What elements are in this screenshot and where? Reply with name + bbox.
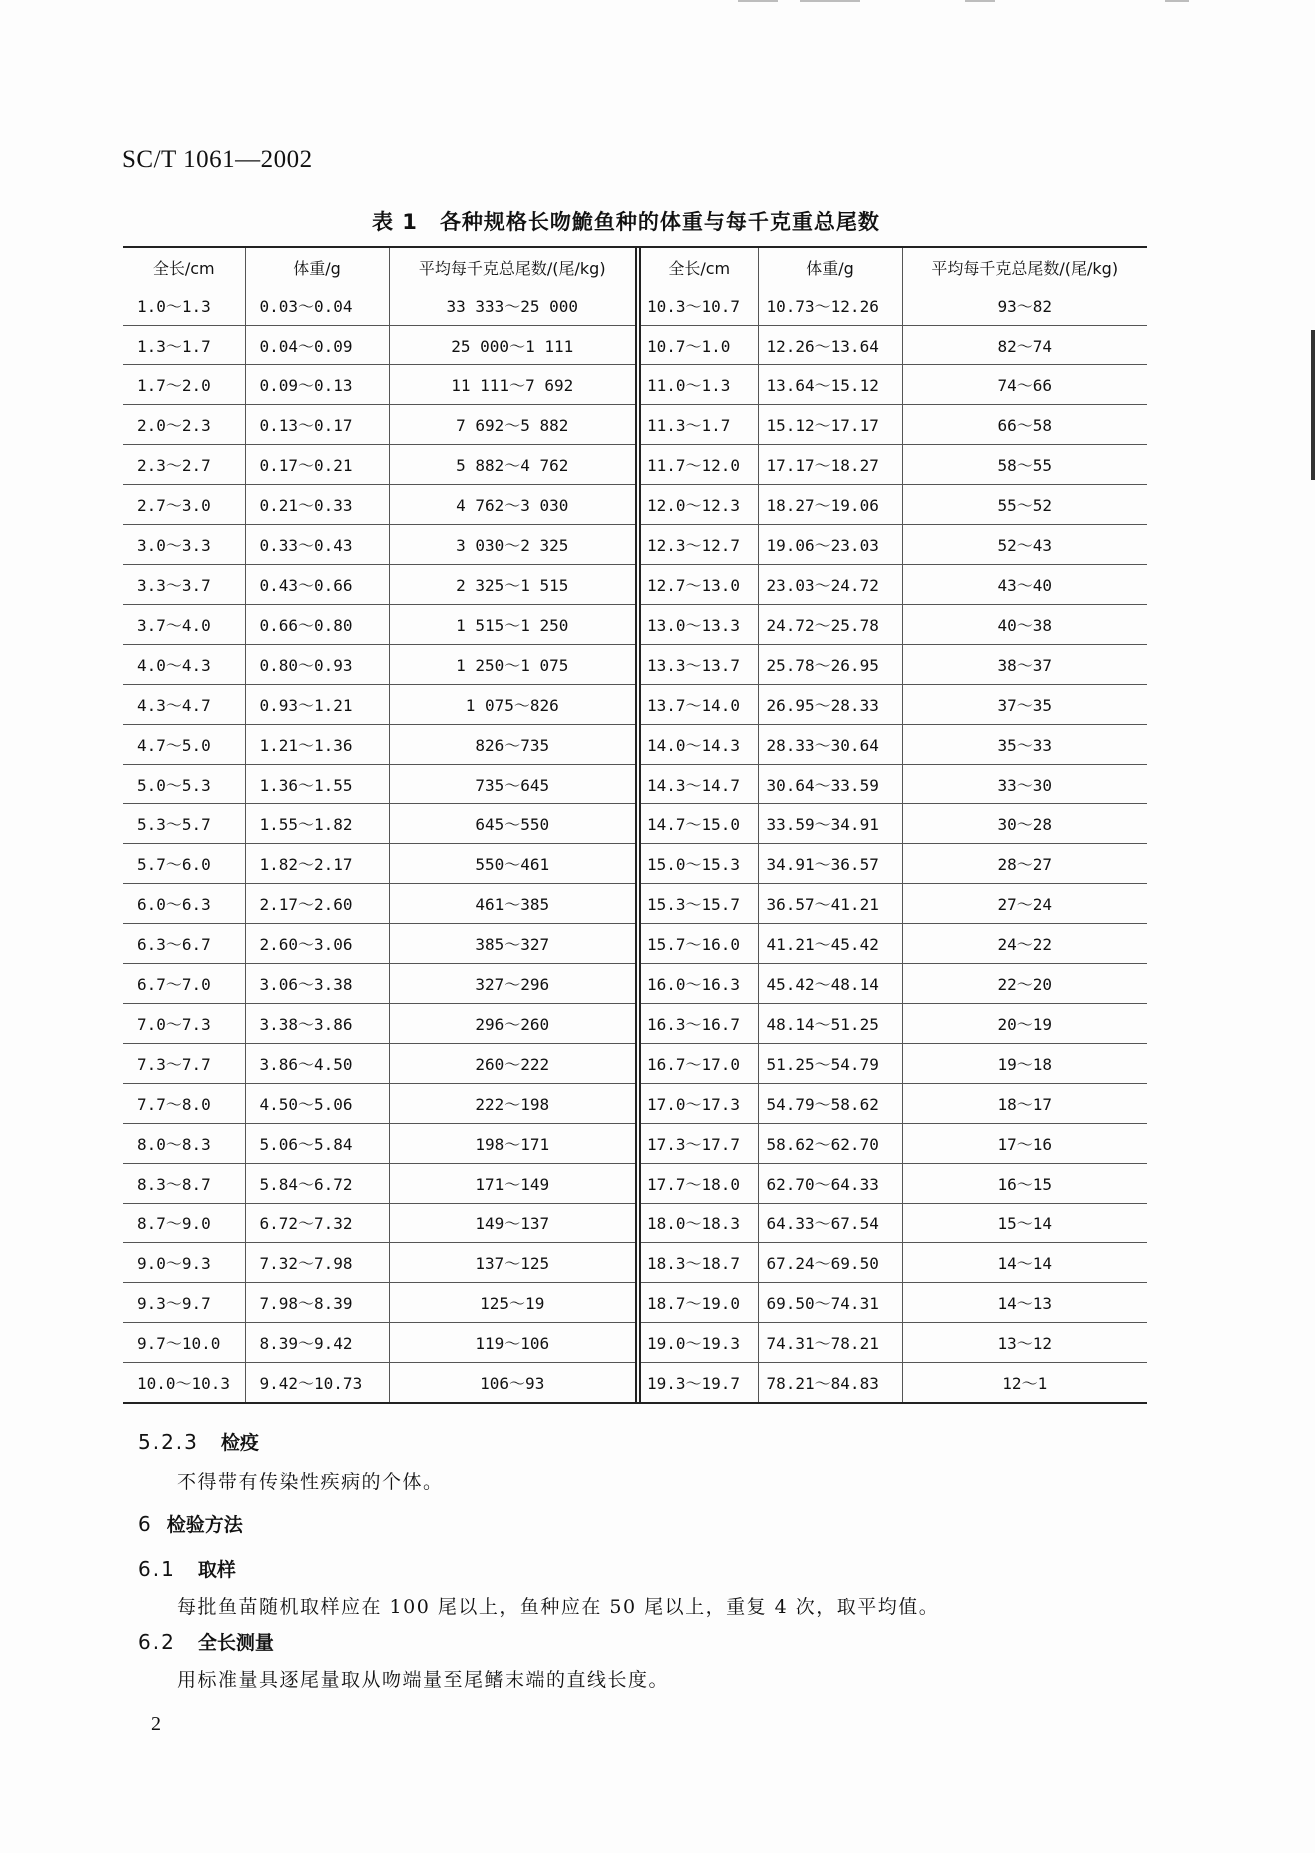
cell-length: 11.3～1.7 [640,405,758,445]
cell-weight: 4.50～5.06 [245,1083,389,1123]
table-row [640,1123,1147,1163]
table-row [640,1003,1147,1043]
cell-length: 3.7～4.0 [123,604,245,644]
table-row [123,485,636,525]
scan-mark [738,0,778,2]
table-row [123,844,636,884]
cell-weight: 74.31～78.21 [758,1323,902,1363]
table-row [640,565,1147,605]
cell-length: 5.7～6.0 [123,844,245,884]
table-row [123,724,636,764]
cell-weight: 7.98～8.39 [245,1283,389,1323]
section-5-2-3-heading [138,1428,259,1455]
cell-length: 10.7～1.0 [640,325,758,365]
cell-count: 149～137 [389,1203,636,1243]
table-row [123,884,636,924]
table-row [123,924,636,964]
scan-mark [1311,330,1315,480]
table-row [640,1243,1147,1283]
table-row [123,565,636,605]
table-header-row [640,248,1147,286]
cell-count: 18～17 [902,1083,1147,1123]
cell-length: 7.0～7.3 [123,1003,245,1043]
table-row [640,1363,1147,1402]
col-header-weight: 体重/g [245,248,389,286]
cell-length: 17.7～18.0 [640,1163,758,1203]
data-table-left [123,248,637,1402]
section-6-2-body: 用标准量具逐尾量取从吻端量至尾鳍末端的直线长度。 [177,1669,670,1691]
cell-count: 106～93 [389,1363,636,1402]
cell-weight: 25.78～26.95 [758,644,902,684]
cell-length: 16.3～16.7 [640,1003,758,1043]
cell-count: 1 250～1 075 [389,644,636,684]
cell-length: 7.3～7.7 [123,1043,245,1083]
cell-length: 13.0～13.3 [640,604,758,644]
cell-count: 27～24 [902,884,1147,924]
table-row [640,844,1147,884]
cell-length: 15.0～15.3 [640,844,758,884]
cell-length: 17.3～17.7 [640,1123,758,1163]
table-row [640,525,1147,565]
section-title: 检疫 [220,1432,259,1454]
cell-weight: 3.38～3.86 [245,1003,389,1043]
cell-weight: 54.79～58.62 [758,1083,902,1123]
table-row [640,485,1147,525]
cell-weight: 24.72～25.78 [758,604,902,644]
table-row [640,1163,1147,1203]
cell-length: 1.7～2.0 [123,365,245,405]
cell-count: 20～19 [902,1003,1147,1043]
cell-length: 2.3～2.7 [123,445,245,485]
cell-length: 2.7～3.0 [123,485,245,525]
cell-weight: 78.21～84.83 [758,1363,902,1402]
cell-count: 33 333～25 000 [389,286,636,325]
cell-count: 58～55 [902,445,1147,485]
table-row [640,1323,1147,1363]
cell-weight: 3.86～4.50 [245,1043,389,1083]
cell-weight: 12.26～13.64 [758,325,902,365]
cell-weight: 2.17～2.60 [245,884,389,924]
cell-count: 82～74 [902,325,1147,365]
cell-length: 10.3～10.7 [640,286,758,325]
cell-count: 74～66 [902,365,1147,405]
cell-count: 5 882～4 762 [389,445,636,485]
cell-length: 12.3～12.7 [640,525,758,565]
section-title: 检验方法 [166,1514,243,1536]
cell-count: 24～22 [902,924,1147,964]
cell-count: 550～461 [389,844,636,884]
table-row [123,1243,636,1283]
cell-weight: 33.59～34.91 [758,804,902,844]
cell-length: 7.7～8.0 [123,1083,245,1123]
cell-count: 2 325～1 515 [389,565,636,605]
table-title [372,206,880,236]
table-row [123,1123,636,1163]
cell-length: 4.7～5.0 [123,724,245,764]
cell-weight: 17.17～18.27 [758,445,902,485]
cell-length: 6.7～7.0 [123,964,245,1004]
col-header-count: 平均每千克总尾数/(尾/kg) [389,248,636,286]
table-row [123,445,636,485]
section-6-heading [138,1510,243,1537]
cell-count: 4 762～3 030 [389,485,636,525]
section-number: 6.2 [138,1630,176,1654]
cell-weight: 10.73～12.26 [758,286,902,325]
section-title: 取样 [197,1559,236,1581]
table-row [640,286,1147,325]
section-5-2-3-body: 不得带有传染性疾病的个体。 [177,1471,444,1493]
cell-count: 1 075～826 [389,684,636,724]
cell-weight: 0.21～0.33 [245,485,389,525]
cell-length: 18.7～19.0 [640,1283,758,1323]
cell-count: 137～125 [389,1243,636,1283]
cell-length: 8.7～9.0 [123,1203,245,1243]
cell-weight: 19.06～23.03 [758,525,902,565]
col-header-length: 全长/cm [123,248,245,286]
cell-weight: 69.50～74.31 [758,1283,902,1323]
cell-weight: 58.62～62.70 [758,1123,902,1163]
cell-weight: 1.55～1.82 [245,804,389,844]
standard-code: SC/T 1061—2002 [122,146,313,173]
cell-weight: 7.32～7.98 [245,1243,389,1283]
table-row [123,365,636,405]
table-title-label: 表 1 [372,210,418,234]
section-number: 5.2.3 [138,1430,199,1454]
table-row [640,924,1147,964]
cell-weight: 30.64～33.59 [758,764,902,804]
cell-weight: 3.06～3.38 [245,964,389,1004]
cell-count: 17～16 [902,1123,1147,1163]
cell-length: 5.0～5.3 [123,764,245,804]
table-row [640,1283,1147,1323]
cell-weight: 1.82～2.17 [245,844,389,884]
cell-count: 15～14 [902,1203,1147,1243]
cell-weight: 1.36～1.55 [245,764,389,804]
cell-weight: 36.57～41.21 [758,884,902,924]
section-6-1-body: 每批鱼苗随机取样应在 100 尾以上，鱼种应在 50 尾以上，重复 4 次，取平均值。 [177,1596,940,1618]
cell-weight: 0.93～1.21 [245,684,389,724]
cell-weight: 0.66～0.80 [245,604,389,644]
table-row [123,804,636,844]
cell-weight: 8.39～9.42 [245,1323,389,1363]
cell-count: 461～385 [389,884,636,924]
cell-count: 222～198 [389,1083,636,1123]
cell-count: 40～38 [902,604,1147,644]
table-row [640,644,1147,684]
cell-length: 13.7～14.0 [640,684,758,724]
table-row [123,964,636,1004]
cell-weight: 5.06～5.84 [245,1123,389,1163]
table-row [640,1083,1147,1123]
cell-count: 13～12 [902,1323,1147,1363]
cell-count: 37～35 [902,684,1147,724]
table-row [640,1043,1147,1083]
cell-weight: 34.91～36.57 [758,844,902,884]
cell-count: 43～40 [902,565,1147,605]
cell-length: 1.0～1.3 [123,286,245,325]
cell-length: 18.3～18.7 [640,1243,758,1283]
cell-weight: 0.04～0.09 [245,325,389,365]
cell-count: 66～58 [902,405,1147,445]
cell-count: 16～15 [902,1163,1147,1203]
cell-count: 93～82 [902,286,1147,325]
table-row [123,604,636,644]
cell-count: 1 515～1 250 [389,604,636,644]
table-row [123,1163,636,1203]
cell-weight: 67.24～69.50 [758,1243,902,1283]
cell-length: 14.3～14.7 [640,764,758,804]
table-header-row [123,248,636,286]
table-row [123,405,636,445]
table-row [123,644,636,684]
table-row [640,325,1147,365]
cell-length: 9.0～9.3 [123,1243,245,1283]
cell-weight: 2.60～3.06 [245,924,389,964]
table-row [640,604,1147,644]
cell-length: 2.0～2.3 [123,405,245,445]
cell-weight: 9.42～10.73 [245,1363,389,1402]
cell-count: 14～14 [902,1243,1147,1283]
cell-weight: 41.21～45.42 [758,924,902,964]
table-row [123,1283,636,1323]
table-row [640,1203,1147,1243]
cell-count: 22～20 [902,964,1147,1004]
table-row [640,445,1147,485]
cell-count: 52～43 [902,525,1147,565]
scan-mark [800,0,860,2]
cell-length: 4.0～4.3 [123,644,245,684]
cell-length: 19.3～19.7 [640,1363,758,1402]
cell-count: 11 111～7 692 [389,365,636,405]
cell-weight: 48.14～51.25 [758,1003,902,1043]
section-title: 全长测量 [197,1632,274,1654]
cell-weight: 0.17～0.21 [245,445,389,485]
table-row [123,1083,636,1123]
cell-weight: 0.13～0.17 [245,405,389,445]
cell-length: 3.0～3.3 [123,525,245,565]
table-row [123,684,636,724]
cell-count: 14～13 [902,1283,1147,1323]
cell-count: 171～149 [389,1163,636,1203]
cell-weight: 18.27～19.06 [758,485,902,525]
cell-length: 10.0～10.3 [123,1363,245,1402]
cell-length: 9.3～9.7 [123,1283,245,1323]
cell-length: 18.0～18.3 [640,1203,758,1243]
cell-length: 16.0～16.3 [640,964,758,1004]
cell-weight: 1.21～1.36 [245,724,389,764]
table-row [640,365,1147,405]
cell-length: 9.7～10.0 [123,1323,245,1363]
cell-weight: 51.25～54.79 [758,1043,902,1083]
table-row [640,964,1147,1004]
table-row [640,405,1147,445]
cell-count: 3 030～2 325 [389,525,636,565]
page-number: 2 [151,1713,161,1735]
cell-count: 12～1 [902,1363,1147,1402]
cell-count: 19～18 [902,1043,1147,1083]
cell-count: 645～550 [389,804,636,844]
table-row [123,325,636,365]
table-row [123,1043,636,1083]
section-number: 6.1 [138,1557,176,1581]
scan-mark [965,0,995,2]
cell-weight: 62.70～64.33 [758,1163,902,1203]
table-row [640,684,1147,724]
cell-length: 8.0～8.3 [123,1123,245,1163]
table-row [123,1363,636,1402]
table-row [123,1323,636,1363]
cell-count: 260～222 [389,1043,636,1083]
scan-mark [1165,0,1189,2]
cell-length: 1.3～1.7 [123,325,245,365]
cell-count: 125～19 [389,1283,636,1323]
cell-count: 25 000～1 111 [389,325,636,365]
data-table-right [639,248,1147,1402]
col-header-count: 平均每千克总尾数/(尾/kg) [902,248,1147,286]
cell-length: 8.3～8.7 [123,1163,245,1203]
cell-length: 15.3～15.7 [640,884,758,924]
cell-weight: 0.80～0.93 [245,644,389,684]
cell-weight: 0.03～0.04 [245,286,389,325]
cell-count: 735～645 [389,764,636,804]
cell-weight: 0.09～0.13 [245,365,389,405]
cell-length: 6.3～6.7 [123,924,245,964]
data-table [123,246,1147,1404]
cell-weight: 5.84～6.72 [245,1163,389,1203]
cell-weight: 28.33～30.64 [758,724,902,764]
table-row [640,804,1147,844]
col-header-weight: 体重/g [758,248,902,286]
cell-weight: 45.42～48.14 [758,964,902,1004]
cell-length: 12.0～12.3 [640,485,758,525]
col-header-length: 全长/cm [640,248,758,286]
cell-count: 38～37 [902,644,1147,684]
cell-count: 28～27 [902,844,1147,884]
section-number: 6 [138,1512,153,1536]
table-row [123,764,636,804]
cell-length: 6.0～6.3 [123,884,245,924]
cell-count: 55～52 [902,485,1147,525]
cell-count: 826～735 [389,724,636,764]
cell-length: 11.0～1.3 [640,365,758,405]
cell-weight: 64.33～67.54 [758,1203,902,1243]
cell-length: 16.7～17.0 [640,1043,758,1083]
section-6-1-heading [138,1555,236,1582]
cell-weight: 26.95～28.33 [758,684,902,724]
table-title-text: 各种规格长吻鮠鱼种的体重与每千克重总尾数 [439,210,880,234]
cell-count: 7 692～5 882 [389,405,636,445]
cell-weight: 0.33～0.43 [245,525,389,565]
cell-length: 19.0～19.3 [640,1323,758,1363]
cell-length: 14.7～15.0 [640,804,758,844]
cell-weight: 23.03～24.72 [758,565,902,605]
cell-count: 327～296 [389,964,636,1004]
cell-length: 14.0～14.3 [640,724,758,764]
cell-length: 12.7～13.0 [640,565,758,605]
cell-length: 5.3～5.7 [123,804,245,844]
table-row [640,764,1147,804]
cell-count: 385～327 [389,924,636,964]
cell-length: 15.7～16.0 [640,924,758,964]
table-row [123,525,636,565]
table-row [123,1003,636,1043]
table-row [123,1203,636,1243]
cell-weight: 15.12～17.17 [758,405,902,445]
table-row [640,884,1147,924]
cell-length: 17.0～17.3 [640,1083,758,1123]
cell-count: 296～260 [389,1003,636,1043]
cell-count: 198～171 [389,1123,636,1163]
cell-count: 35～33 [902,724,1147,764]
section-6-2-heading [138,1628,274,1655]
cell-count: 119～106 [389,1323,636,1363]
cell-weight: 13.64～15.12 [758,365,902,405]
cell-count: 30～28 [902,804,1147,844]
table-row [123,286,636,325]
cell-weight: 6.72～7.32 [245,1203,389,1243]
cell-count: 33～30 [902,764,1147,804]
cell-length: 11.7～12.0 [640,445,758,485]
cell-length: 13.3～13.7 [640,644,758,684]
table-row [640,724,1147,764]
cell-weight: 0.43～0.66 [245,565,389,605]
cell-length: 3.3～3.7 [123,565,245,605]
cell-length: 4.3～4.7 [123,684,245,724]
